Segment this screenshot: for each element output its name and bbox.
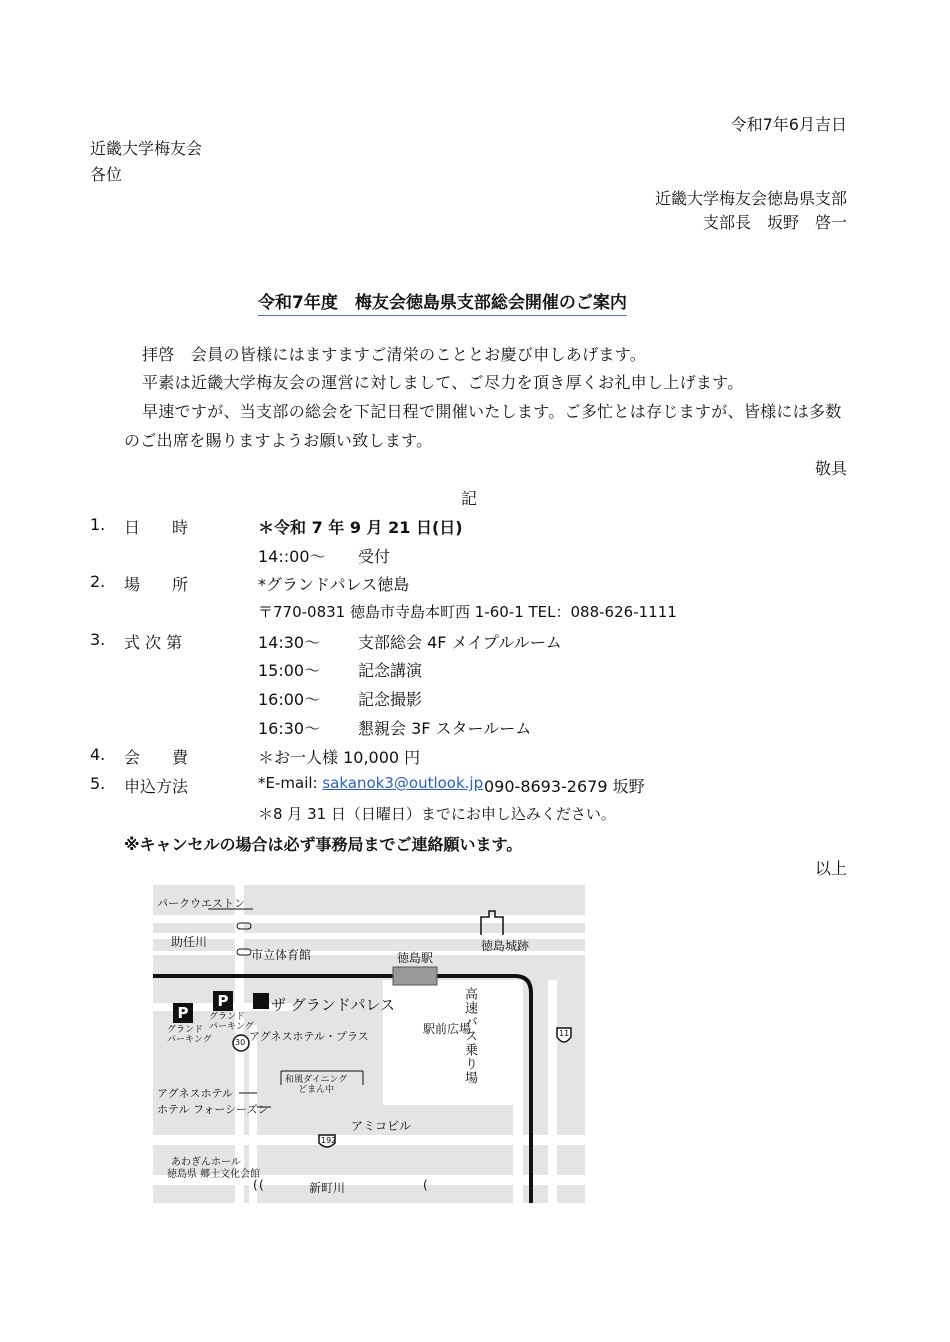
svg-text:(: (	[259, 1178, 264, 1192]
item-2-number: 2.	[90, 572, 106, 591]
body-line-3: 早速ですが、当支部の総会を下記日程で開催いたします。ご多忙とは存じますが、皆様には多数	[142, 402, 842, 421]
item-2-value: *グランドパレス徳島	[258, 575, 410, 594]
map-label-four-seasons: ホテル フォーシーズン	[157, 1103, 269, 1116]
item-3-number: 3.	[90, 630, 106, 649]
map-label-agnes: アグネスホテル	[157, 1087, 234, 1100]
item-5-deadline: ＊8 月 31 日（日曜日）までにお申し込みください。	[258, 805, 616, 823]
parking-icon-2: P	[213, 991, 233, 1011]
item-1-value: ＊令和 7 年 9 月 21 日(日)	[258, 518, 463, 537]
map-label-gym: 市立体育館	[251, 948, 312, 962]
program-time-4: 16:30～	[258, 719, 321, 738]
map-label-grand-palace: ザ グランドパレス	[271, 996, 396, 1014]
item-1-number: 1.	[90, 515, 106, 534]
recipient-org: 近畿大学梅友会	[90, 139, 203, 158]
item-5-number: 5.	[90, 774, 106, 793]
program-text-3: 記念撮影	[358, 690, 423, 709]
program-time-1: 14:30～	[258, 633, 321, 652]
program-time-2: 15:00～	[258, 661, 321, 680]
route-30-label: 30	[235, 1038, 246, 1047]
map-label-amico: アミコビル	[351, 1119, 412, 1133]
program-text-4: 懇親会 3F スタールーム	[358, 719, 532, 738]
cancel-note: ※キャンセルの場合は必ず事務局までご連絡願います。	[124, 835, 523, 854]
item-1-label: 日 時	[124, 518, 189, 537]
body-line-1: 拝啓 会員の皆様にはますますご清栄のこととお慶び申しあげます。	[142, 345, 647, 364]
map-label-plaza: 駅前広場	[423, 1022, 472, 1036]
item-4-value: ＊お一人様 10,000 円	[258, 748, 421, 767]
email-link[interactable]: sakanok3@outlook.jp	[322, 774, 484, 792]
sender-name: 支部長 坂野 啓一	[702, 213, 847, 232]
recipient-to: 各位	[90, 165, 123, 184]
map-label-station: 徳島駅	[397, 951, 434, 965]
map-label-agnes-plus: アグネスホテル・プラス	[249, 1030, 369, 1043]
item-5-phone: 090-8693-2679 坂野	[484, 777, 645, 796]
svg-text:(: (	[253, 1178, 258, 1192]
item-3-label: 式 次 第	[124, 633, 183, 652]
closing-keigu: 敬具	[814, 459, 847, 478]
body-line-2: 平素は近畿大学梅友会の運営に対しまして、ご尽力を頂き厚くお礼申し上げます。	[142, 373, 744, 392]
program-text-1: 支部総会 4F メイプルルーム	[358, 633, 562, 652]
document-date: 令和7年6月吉日	[730, 115, 847, 134]
email-prefix: *E-mail:	[258, 774, 323, 792]
body-line-4: のご出席を賜りますようお願い致します。	[124, 431, 433, 450]
item-4-label: 会 費	[124, 748, 189, 767]
item-2-label: 場 所	[124, 575, 189, 594]
ki-heading: 記	[461, 489, 478, 508]
route-192-label: 192	[321, 1136, 337, 1145]
map-label-sukeninjin: 助任川	[171, 935, 208, 949]
access-map	[153, 885, 585, 1203]
item-5-contact	[258, 774, 483, 792]
item-5-label: 申込方法	[124, 777, 189, 796]
map-label-wafu-dining: 和風ダイニング どまん中	[285, 1075, 348, 1095]
map-label-awagin: あわぎんホール	[171, 1157, 241, 1168]
map-label-park-weston: パークウエストン	[157, 897, 245, 910]
sender-org: 近畿大学梅友会徳島県支部	[654, 189, 847, 208]
map-label-castle: 徳島城跡	[481, 939, 530, 953]
item-2-address: 〒770-0831 徳島市寺島本町西 1-60-1 TEL：088-626-1111	[258, 603, 677, 621]
route-11-label: 11	[559, 1029, 570, 1038]
program-text-2: 記念講演	[358, 661, 423, 680]
item-4-number: 4.	[90, 745, 106, 764]
item-1-time: 14::00～	[258, 547, 326, 566]
program-time-3: 16:00～	[258, 690, 321, 709]
map-label-parking-2: グランド パーキング	[209, 1012, 254, 1032]
map-label-shinmachi: 新町川	[309, 1181, 346, 1195]
page-title: 令和7年度 梅友会徳島県支部総会開催のご案内	[258, 288, 627, 316]
item-1-reception: 受付	[358, 547, 391, 566]
end-ijou: 以上	[814, 859, 847, 878]
map-label-parking-1: グランド パーキング	[167, 1025, 212, 1045]
map-label-bus: 高速バス乗り場	[462, 987, 477, 1085]
parking-icon: P	[173, 1003, 193, 1023]
svg-text:(: (	[423, 1178, 428, 1192]
map-label-bunka: 徳島県 郷土文化会館	[167, 1169, 261, 1180]
